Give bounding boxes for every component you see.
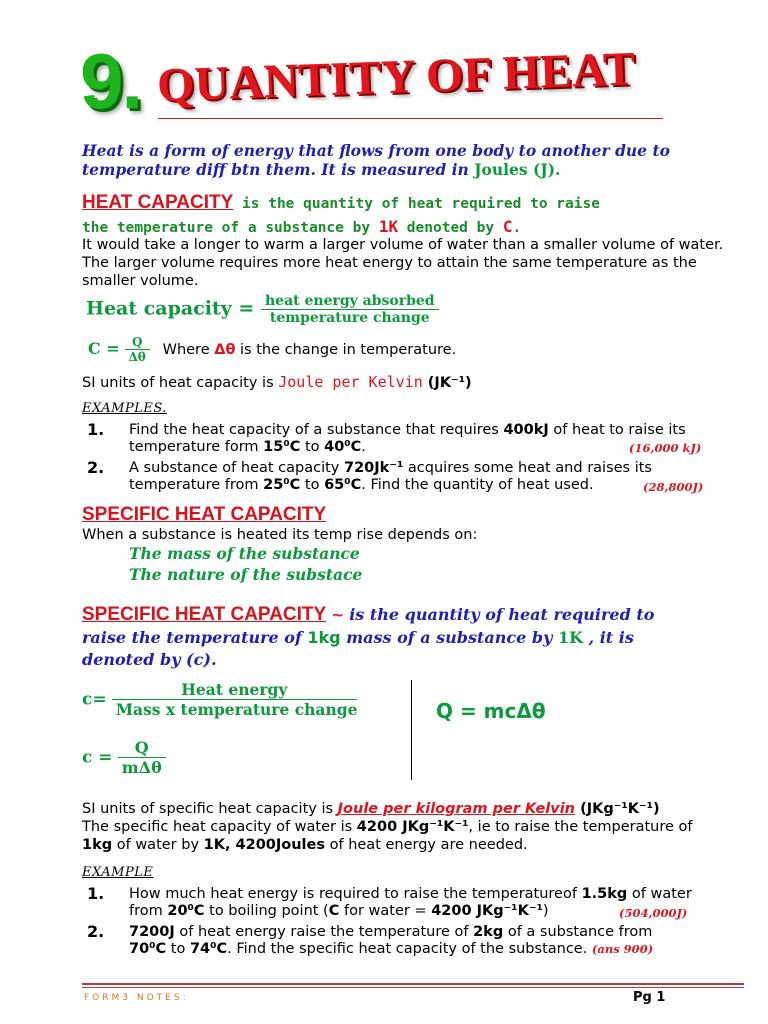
example-1-number: 1.	[87, 420, 105, 439]
example-4-text: 7200J of heat energy raise the temperature of 2kg of a substance from 70⁰C to 74⁰C. Find the specific heat capacity of the substance. (ans 900)	[129, 924, 654, 957]
f1-fraction	[112, 680, 357, 719]
f1-denominator: Mass x temperature change	[115, 700, 358, 719]
specific-heat-formula-1	[82, 680, 357, 719]
where-text: Where Δθ is the change in temperature.	[162, 342, 457, 358]
specific-heat-heading-2: SPECIFIC HEAT CAPACITY	[82, 604, 327, 625]
heat-capacity-formula	[86, 293, 439, 326]
example-1-answer: (16,000 kJ)	[629, 441, 702, 455]
intro-paragraph	[82, 141, 742, 179]
formula-lhs: Heat capacity =	[86, 297, 255, 320]
specific-heat-definition-line2: raise the temperature of 1kg mass of a substance by 1K , it is	[82, 628, 634, 647]
heat-capacity-definition-line1	[82, 192, 600, 214]
heat-capacity-def-a: is the quantity of heat required to raise	[233, 196, 600, 212]
factor-item: The nature of the substace	[129, 565, 363, 584]
specific-heat-formula-2	[82, 738, 166, 777]
footer-label: FORM3 NOTES:	[84, 993, 189, 1003]
example-4-number: 2.	[87, 922, 105, 941]
specific-heat-intro: When a substance is heated its temp rise depends on:	[82, 527, 478, 543]
footer-rule	[82, 983, 744, 985]
formula-fraction	[261, 293, 439, 326]
heat-capacity-def-k: 1K	[378, 217, 399, 236]
formula-divider	[411, 680, 412, 780]
example-heading: EXAMPLE	[82, 865, 154, 880]
si-prefix: SI units of heat capacity is	[82, 375, 279, 391]
example-3-text: How much heat energy is required to raise the temperatureof 1.5kg of water from 20⁰C to boiling point (C for water = 4200 JKg⁻¹K⁻¹)	[129, 886, 692, 919]
heat-capacity-def-end: .	[512, 220, 522, 236]
page-number: Pg 1	[633, 990, 666, 1005]
factor-item: The mass of the substance	[129, 544, 360, 563]
heat-capacity-def-b: the temperature of a substance by	[82, 220, 379, 236]
title-underline	[158, 118, 663, 119]
example-4-answer: (ans 900)	[591, 942, 654, 956]
specific-heat-definition-line1	[82, 604, 654, 626]
f2-denominator: mΔθ	[121, 758, 162, 777]
heat-capacity-heading: HEAT CAPACITY	[82, 192, 234, 213]
chapter-title: QUANTITY OF HEAT	[156, 42, 637, 112]
example-2-number: 2.	[87, 458, 105, 477]
specific-heat-si-units: SI units of specific heat capacity is Joule per kilogram per Kelvin (JKg⁻¹K⁻¹)	[82, 801, 660, 817]
f1-numerator: Heat energy	[112, 680, 357, 700]
si-symbol: (JK⁻¹)	[422, 375, 472, 391]
big-formula: Q = mcΔθ	[436, 699, 546, 723]
factor-list	[129, 543, 362, 585]
footer-rule-thin	[82, 987, 744, 988]
specific-heat-heading-1: SPECIFIC HEAT CAPACITY	[82, 504, 327, 525]
example-1-text: Find the heat capacity of a substance that requires 400kJ of heat to raise its temperature form 15⁰C to 40⁰C.	[129, 422, 686, 455]
f2-lhs: c =	[82, 747, 113, 768]
example-3-answer: (504,000J)	[619, 906, 688, 920]
specific-heat-definition-line3: denoted by (c).	[82, 650, 217, 669]
short-formula-lhs: C =	[88, 339, 120, 358]
tilde: ~	[326, 606, 350, 624]
si-unit: Joule per Kelvin	[278, 373, 423, 391]
formula-denominator: temperature change	[269, 310, 430, 326]
formula-numerator: heat energy absorbed	[261, 293, 439, 310]
short-formula-denominator: Δθ	[128, 350, 146, 364]
heat-capacity-def-mid: denoted by	[398, 220, 503, 236]
f1-lhs: c=	[82, 689, 107, 710]
short-formula-numerator: Q	[125, 335, 150, 350]
f2-numerator: Q	[118, 738, 166, 758]
specific-si-unit: Joule per kilogram per Kelvin	[337, 801, 576, 817]
chapter-number: 9.	[80, 37, 142, 125]
example-2-text: A substance of heat capacity 720Jk⁻¹ acquires some heat and raises its temperature from 25⁰C to 65⁰C. Find the quantity of heat used.	[129, 460, 652, 493]
heat-capacity-definition-line2	[82, 217, 521, 236]
short-formula-fraction	[125, 335, 150, 364]
examples-heading: EXAMPLES.	[82, 401, 167, 416]
example-3-number: 1.	[87, 884, 105, 903]
water-paragraph: The specific heat capacity of water is 4200 JKg⁻¹K⁻¹, ie to raise the temperature of 1kg of water by 1K, 4200Joules of heat energy are needed.	[82, 819, 693, 853]
def-1k: 1K	[557, 628, 583, 647]
heat-capacity-paragraph: It would take a longer to warm a larger volume of water than a smaller volume of water. The larger volume requires more heat energy to attain the same temperature as the smaller volume.	[82, 237, 724, 289]
heat-capacity-def-c: C	[502, 217, 513, 236]
intro-unit: Joules (J).	[474, 160, 561, 179]
def-1kg: 1kg	[307, 628, 341, 647]
f2-fraction	[118, 738, 166, 777]
intro-text: Heat is a form of energy that flows from one body to another due to temperature diff btn them. It is measured in	[82, 141, 670, 179]
example-2-answer: (28,800J)	[643, 480, 704, 494]
specific-heat-def-a: is the quantity of heat required to	[349, 605, 655, 624]
heat-capacity-short-formula	[88, 335, 456, 364]
heat-capacity-si-units	[82, 373, 472, 392]
